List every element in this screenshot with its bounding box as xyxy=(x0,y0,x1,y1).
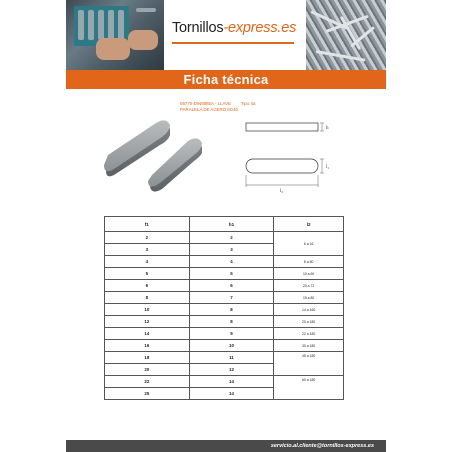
cell-l2: 14 a 160 xyxy=(274,304,344,316)
cell-h1: 10 xyxy=(189,340,274,352)
cell-f1: 6 xyxy=(105,280,190,292)
cell-f1: 2 xyxy=(105,232,190,244)
header-f1: f1 xyxy=(105,217,190,232)
product-material: PARALELA DE ACERO 8G4b xyxy=(180,107,238,112)
cell-l2: 22 a 180 xyxy=(274,328,344,340)
cell-h1: 12 xyxy=(189,364,274,376)
cell-f1: 8 xyxy=(105,292,190,304)
cell-h1: 5 xyxy=(189,268,274,280)
title-bar xyxy=(66,70,386,89)
key-top-view xyxy=(246,159,318,173)
cell-f1: 4 xyxy=(105,256,190,268)
screws-photo xyxy=(306,0,386,70)
table-row xyxy=(105,352,344,364)
cell-f1: 20 xyxy=(105,364,190,376)
cell-h1: 14 xyxy=(189,376,274,388)
cell-f1: 5 xyxy=(105,268,190,280)
cell-h1: 8 xyxy=(189,304,274,316)
tools-photo xyxy=(66,0,164,70)
product-tipo: Tipo 4a xyxy=(240,101,256,106)
cell-f1: 18 xyxy=(105,352,190,364)
table-row xyxy=(105,292,344,304)
cell-l2: 10 a 60 xyxy=(274,268,344,280)
cell-h1: 14 xyxy=(189,388,274,400)
cell-l2: 30 a 180 xyxy=(274,340,344,352)
cell-f1: 3 xyxy=(105,244,190,256)
cell-h1: 4 xyxy=(189,256,274,268)
product-reference xyxy=(180,101,255,106)
cell-l2: 8 a 50 xyxy=(274,256,344,268)
length-dimension-label: l₂ xyxy=(280,189,284,194)
table-row xyxy=(105,316,344,328)
cell-l2: 15 a 80 xyxy=(274,292,344,304)
product-ref-line: 06770-DIN6885A - LLAVE xyxy=(180,101,231,106)
cell-h1: 7 xyxy=(189,292,274,304)
cell-f1: 10 xyxy=(105,304,190,316)
header-l2: l2 xyxy=(274,217,344,232)
cell-h1: 9 xyxy=(189,328,274,340)
table-row xyxy=(105,376,344,388)
cell-h1: 6 xyxy=(189,280,274,292)
table-row xyxy=(105,328,344,340)
table-row xyxy=(105,256,344,268)
parallel-keys-illustration xyxy=(104,115,204,195)
cell-f1: 14 xyxy=(105,328,190,340)
cell-l2: 20 a 180 xyxy=(274,316,344,328)
cell-h1: 8 xyxy=(189,316,274,328)
table-row xyxy=(105,304,344,316)
cell-f1: 22 xyxy=(105,376,190,388)
brand-suffix-text: -express.es xyxy=(223,20,297,36)
table-row xyxy=(105,280,344,292)
cell-l2: 6 a 16 xyxy=(274,232,344,256)
cell-f1: 16 xyxy=(105,340,190,352)
footer-bar xyxy=(66,440,386,452)
width-dimension-label: l₁ xyxy=(326,165,330,170)
brand-underline xyxy=(172,42,294,44)
cell-l2: 20 a 72 xyxy=(274,280,344,292)
spec-table xyxy=(104,216,344,400)
cell-h1: 11 xyxy=(189,352,274,364)
key-dimensions-diagram xyxy=(240,115,340,195)
cell-l2: 45 a 180 xyxy=(274,352,344,376)
cell-l2: 60 a 180 xyxy=(274,376,344,400)
height-dimension-label: h xyxy=(326,126,329,131)
table-header-row xyxy=(105,217,344,232)
brand-main-text: Tornillos xyxy=(172,20,224,36)
key-side-view xyxy=(246,123,318,131)
table-row xyxy=(105,268,344,280)
cell-f1: 25 xyxy=(105,388,190,400)
brand-logo xyxy=(172,20,296,36)
cell-f1: 12 xyxy=(105,316,190,328)
header-banner xyxy=(66,0,386,70)
cell-h1: 2 xyxy=(189,232,274,244)
table-row xyxy=(105,340,344,352)
table-row xyxy=(105,232,344,244)
header-h1: h1 xyxy=(189,217,274,232)
page-title: Ficha técnica xyxy=(183,72,269,87)
footer-email: servicio.al.cliente@tornillos-express.es xyxy=(270,443,374,449)
cell-h1: 3 xyxy=(189,244,274,256)
